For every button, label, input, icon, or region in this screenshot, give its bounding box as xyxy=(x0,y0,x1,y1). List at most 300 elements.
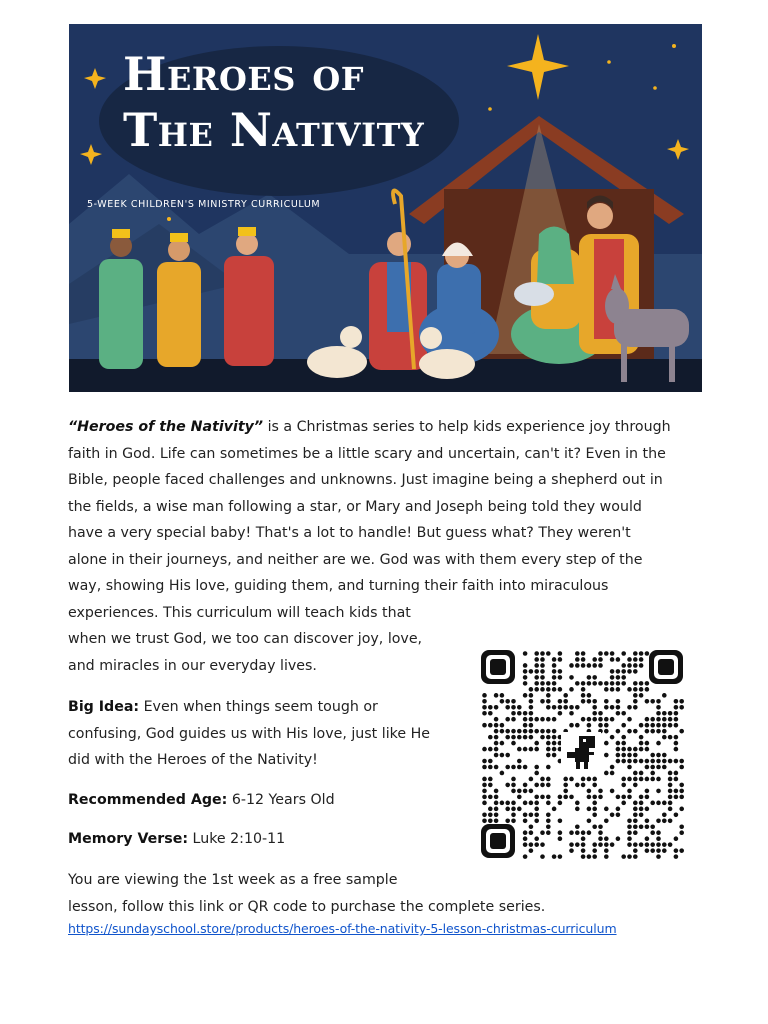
qr-module xyxy=(552,717,557,722)
qr-module xyxy=(610,842,615,847)
qr-module xyxy=(546,687,551,692)
qr-module xyxy=(668,783,673,788)
qr-module xyxy=(668,777,673,782)
sample-line: lesson, follow this link or QR code to purchase the complete series. xyxy=(68,898,546,915)
qr-code[interactable] xyxy=(479,648,685,860)
qr-module xyxy=(639,771,644,776)
qr-module xyxy=(587,777,592,782)
qr-module xyxy=(621,801,626,806)
qr-module xyxy=(616,836,621,841)
qr-module xyxy=(540,830,545,835)
qr-module xyxy=(650,771,655,776)
qr-module xyxy=(604,836,609,841)
qr-module xyxy=(529,735,534,740)
qr-module xyxy=(552,657,557,662)
qr-module xyxy=(581,687,586,692)
qr-module xyxy=(546,747,551,752)
qr-module xyxy=(575,723,580,728)
qr-module xyxy=(598,789,603,794)
qr-module xyxy=(650,824,655,829)
qr-module xyxy=(505,699,510,704)
qr-module xyxy=(656,723,661,728)
qr-module xyxy=(656,759,661,764)
qr-module xyxy=(627,824,632,829)
qr-module xyxy=(674,717,679,722)
qr-module xyxy=(575,663,580,668)
qr-module xyxy=(494,812,499,817)
qr-module xyxy=(633,687,638,692)
qr-module xyxy=(645,699,650,704)
qr-module xyxy=(627,669,632,674)
qr-module xyxy=(587,807,592,812)
qr-module xyxy=(616,795,621,800)
qr-module xyxy=(546,777,551,782)
qr-module xyxy=(552,705,557,710)
qr-module xyxy=(633,651,638,656)
qr-module xyxy=(529,848,534,853)
qr-module xyxy=(558,795,563,800)
qr-module xyxy=(534,675,539,680)
qr-module xyxy=(627,657,632,662)
qr-module xyxy=(674,854,679,859)
qr-module xyxy=(679,807,684,812)
qr-module xyxy=(552,747,557,752)
qr-module xyxy=(604,729,609,734)
qr-module xyxy=(674,836,679,841)
qr-module xyxy=(679,789,684,794)
qr-module xyxy=(616,753,621,758)
qr-module xyxy=(645,836,650,841)
qr-module xyxy=(592,681,597,686)
qr-module xyxy=(552,663,557,668)
qr-module xyxy=(505,735,510,740)
qr-module xyxy=(558,830,563,835)
qr-module xyxy=(645,717,650,722)
qr-module xyxy=(529,687,534,692)
qr-module xyxy=(534,747,539,752)
qr-module xyxy=(534,681,539,686)
qr-module xyxy=(668,771,673,776)
qr-module xyxy=(575,842,580,847)
qr-module xyxy=(552,687,557,692)
qr-module xyxy=(668,807,673,812)
qr-module xyxy=(517,765,522,770)
qr-module xyxy=(616,747,621,752)
qr-module xyxy=(523,723,528,728)
qr-module xyxy=(610,717,615,722)
qr-module xyxy=(534,842,539,847)
qr-module xyxy=(592,699,597,704)
qr-module xyxy=(523,818,528,823)
qr-module xyxy=(482,795,487,800)
big-idea-text: Even when things seem tough or xyxy=(139,699,378,715)
intro-line: is a Christmas series to help kids experience joy through xyxy=(263,419,671,435)
qr-module xyxy=(662,723,667,728)
qr-module xyxy=(529,717,534,722)
qr-module xyxy=(604,705,609,710)
big-idea-label: Big Idea: xyxy=(68,699,140,715)
qr-module xyxy=(674,741,679,746)
qr-module xyxy=(482,789,487,794)
qr-module xyxy=(534,807,539,812)
qr-module xyxy=(558,699,563,704)
qr-module xyxy=(633,783,638,788)
qr-module xyxy=(569,687,574,692)
qr-module xyxy=(558,669,563,674)
qr-module xyxy=(488,705,493,710)
qr-module xyxy=(633,747,638,752)
qr-module xyxy=(668,717,673,722)
qr-module xyxy=(534,818,539,823)
qr-module xyxy=(517,735,522,740)
qr-module xyxy=(540,717,545,722)
qr-module xyxy=(517,795,522,800)
qr-module xyxy=(621,669,626,674)
qr-module xyxy=(598,657,603,662)
qr-module xyxy=(656,711,661,716)
qr-module xyxy=(592,795,597,800)
qr-module xyxy=(650,699,655,704)
qr-module xyxy=(668,795,673,800)
qr-module xyxy=(610,681,615,686)
qr-module xyxy=(581,693,586,698)
qr-module xyxy=(569,777,574,782)
qr-module xyxy=(523,729,528,734)
qr-module xyxy=(575,824,580,829)
intro-line: faith in God. Life can sometimes be a little scary and uncertain, can't it? Even in the xyxy=(68,445,666,462)
big-idea xyxy=(68,694,448,774)
sample-line: You are viewing the 1st week as a free sample xyxy=(68,872,398,888)
qr-module xyxy=(500,693,505,698)
intro-line: Bible, people faced challenges and unknowns. Just imagine being a shepherd out in xyxy=(68,472,663,488)
qr-module xyxy=(482,747,487,752)
qr-module xyxy=(656,801,661,806)
qr-module xyxy=(523,783,528,788)
qr-module xyxy=(604,771,609,776)
qr-module xyxy=(650,723,655,728)
qr-module xyxy=(523,651,528,656)
qr-module xyxy=(633,699,638,704)
qr-module xyxy=(494,818,499,823)
qr-module xyxy=(592,657,597,662)
qr-module xyxy=(540,783,545,788)
qr-module xyxy=(656,765,661,770)
qr-module xyxy=(656,848,661,853)
qr-module xyxy=(645,818,650,823)
qr-module xyxy=(505,729,510,734)
qr-module xyxy=(592,675,597,680)
qr-module xyxy=(540,675,545,680)
intro-line: and miracles in our everyday lives. xyxy=(68,657,317,674)
qr-module xyxy=(656,854,661,859)
qr-module xyxy=(633,830,638,835)
qr-module xyxy=(529,699,534,704)
qr-module xyxy=(552,854,557,859)
qr-module xyxy=(679,699,684,704)
qr-module xyxy=(668,801,673,806)
qr-module xyxy=(587,830,592,835)
qr-module xyxy=(639,801,644,806)
qr-module xyxy=(546,753,551,758)
qr-module xyxy=(505,801,510,806)
qr-module xyxy=(482,777,487,782)
qr-module xyxy=(534,651,539,656)
qr-module xyxy=(494,801,499,806)
qr-module xyxy=(505,765,510,770)
qr-module xyxy=(540,657,545,662)
qr-module xyxy=(529,812,534,817)
qr-module xyxy=(587,699,592,704)
qr-module xyxy=(592,801,597,806)
qr-module xyxy=(639,824,644,829)
qr-module xyxy=(540,854,545,859)
qr-module xyxy=(598,681,603,686)
qr-module xyxy=(575,830,580,835)
qr-module xyxy=(633,801,638,806)
qr-module xyxy=(482,723,487,728)
qr-module xyxy=(500,729,505,734)
qr-module xyxy=(488,783,493,788)
qr-module xyxy=(662,848,667,853)
qr-module xyxy=(604,651,609,656)
qr-module xyxy=(662,818,667,823)
qr-module xyxy=(627,854,632,859)
qr-module xyxy=(523,812,528,817)
qr-module xyxy=(633,777,638,782)
qr-module xyxy=(488,812,493,817)
qr-module xyxy=(587,723,592,728)
qr-module xyxy=(540,669,545,674)
qr-module xyxy=(558,687,563,692)
qr-module xyxy=(569,723,574,728)
qr-module xyxy=(494,723,499,728)
qr-module xyxy=(546,765,551,770)
qr-module xyxy=(633,663,638,668)
qr-module xyxy=(581,848,586,853)
banner-title xyxy=(123,46,493,158)
qr-module xyxy=(610,705,615,710)
qr-module xyxy=(575,705,580,710)
qr-module xyxy=(633,705,638,710)
qr-module xyxy=(645,765,650,770)
recommended-age xyxy=(68,787,335,814)
qr-module xyxy=(511,765,516,770)
qr-module xyxy=(529,777,534,782)
qr-module xyxy=(633,657,638,662)
qr-module xyxy=(610,812,615,817)
qr-module xyxy=(656,789,661,794)
qr-module xyxy=(616,711,621,716)
qr-module xyxy=(674,699,679,704)
qr-module xyxy=(505,753,510,758)
qr-module xyxy=(639,807,644,812)
qr-module xyxy=(621,651,626,656)
qr-module xyxy=(656,842,661,847)
qr-module xyxy=(494,789,499,794)
qr-module xyxy=(511,711,516,716)
qr-module xyxy=(610,669,615,674)
qr-module xyxy=(639,657,644,662)
qr-module xyxy=(558,818,563,823)
qr-module xyxy=(662,735,667,740)
qr-module xyxy=(511,717,516,722)
qr-module xyxy=(482,765,487,770)
qr-module xyxy=(552,669,557,674)
qr-module xyxy=(650,848,655,853)
qr-module xyxy=(592,807,597,812)
qr-module xyxy=(494,741,499,746)
qr-module xyxy=(494,705,499,710)
qr-module xyxy=(616,812,621,817)
qr-finder-bottom-left xyxy=(481,824,515,858)
qr-module xyxy=(662,711,667,716)
qr-module xyxy=(616,675,621,680)
qr-module xyxy=(569,675,574,680)
qr-module xyxy=(674,789,679,794)
qr-module xyxy=(621,795,626,800)
qr-module xyxy=(523,747,528,752)
qr-module xyxy=(656,717,661,722)
qr-module xyxy=(645,729,650,734)
dinosaur-icon xyxy=(561,732,601,772)
qr-module xyxy=(645,777,650,782)
qr-module xyxy=(633,759,638,764)
intro-line: when we trust God, we too can discover joy, love, xyxy=(68,631,423,647)
qr-module xyxy=(627,765,632,770)
qr-module xyxy=(511,818,516,823)
qr-module xyxy=(639,723,644,728)
intro-line: the fields, a wise man following a star, or Mary and Joseph being told they would xyxy=(68,498,642,515)
qr-module xyxy=(581,681,586,686)
qr-module xyxy=(668,842,673,847)
qr-module xyxy=(645,741,650,746)
qr-module xyxy=(662,717,667,722)
qr-module xyxy=(645,807,650,812)
qr-module xyxy=(610,771,615,776)
qr-module xyxy=(627,836,632,841)
qr-module xyxy=(523,789,528,794)
qr-module xyxy=(517,759,522,764)
qr-module xyxy=(656,753,661,758)
qr-module xyxy=(529,693,534,698)
qr-module xyxy=(482,759,487,764)
qr-module xyxy=(616,699,621,704)
qr-module xyxy=(587,717,592,722)
memory-verse xyxy=(68,826,285,853)
qr-module xyxy=(569,795,574,800)
qr-module xyxy=(668,818,673,823)
qr-module xyxy=(494,753,499,758)
qr-module xyxy=(587,681,592,686)
qr-module xyxy=(639,759,644,764)
qr-module xyxy=(592,842,597,847)
qr-module xyxy=(604,807,609,812)
qr-module xyxy=(540,663,545,668)
verse-label: Memory Verse: xyxy=(68,831,189,847)
qr-module xyxy=(679,830,684,835)
qr-module xyxy=(482,705,487,710)
qr-module xyxy=(517,789,522,794)
qr-module xyxy=(546,705,551,710)
qr-module xyxy=(598,836,603,841)
qr-module xyxy=(488,759,493,764)
qr-module xyxy=(604,753,609,758)
qr-module xyxy=(546,717,551,722)
qr-module xyxy=(529,669,534,674)
qr-module xyxy=(575,681,580,686)
qr-module xyxy=(621,723,626,728)
qr-module xyxy=(633,812,638,817)
qr-module xyxy=(598,717,603,722)
qr-module xyxy=(546,830,551,835)
qr-module xyxy=(529,830,534,835)
qr-module xyxy=(540,777,545,782)
qr-module xyxy=(592,812,597,817)
qr-module xyxy=(517,729,522,734)
qr-module xyxy=(662,812,667,817)
purchase-link[interactable]: https://sundayschool.store/products/heroes-of-the-nativity-5-lesson-christmas-curriculum xyxy=(68,921,617,936)
qr-module xyxy=(627,717,632,722)
qr-module xyxy=(633,842,638,847)
qr-module xyxy=(529,747,534,752)
qr-module xyxy=(511,801,516,806)
qr-module xyxy=(534,687,539,692)
age-label: Recommended Age: xyxy=(68,792,228,808)
qr-module xyxy=(656,818,661,823)
qr-module xyxy=(639,747,644,752)
qr-module xyxy=(534,663,539,668)
qr-module xyxy=(616,669,621,674)
qr-module xyxy=(494,729,499,734)
qr-module xyxy=(500,753,505,758)
qr-module xyxy=(662,729,667,734)
qr-module xyxy=(563,777,568,782)
qr-module xyxy=(494,807,499,812)
qr-module xyxy=(546,681,551,686)
qr-module xyxy=(511,807,516,812)
qr-module xyxy=(668,723,673,728)
qr-module xyxy=(592,824,597,829)
qr-module xyxy=(639,735,644,740)
banner-title-line: Heroes of xyxy=(123,47,364,101)
qr-module xyxy=(546,699,551,704)
qr-module xyxy=(674,759,679,764)
qr-module xyxy=(569,842,574,847)
qr-module xyxy=(575,783,580,788)
qr-module xyxy=(679,824,684,829)
qr-module xyxy=(627,818,632,823)
qr-module xyxy=(569,848,574,853)
qr-module xyxy=(552,807,557,812)
big-idea-text: did with the Heroes of the Nativity! xyxy=(68,752,318,768)
banner-subtitle: 5-WEEK CHILDREN'S MINISTRY CURRICULUM xyxy=(87,199,321,210)
qr-module xyxy=(679,765,684,770)
qr-module xyxy=(581,854,586,859)
qr-module xyxy=(656,699,661,704)
qr-module xyxy=(639,741,644,746)
qr-module xyxy=(639,777,644,782)
qr-module xyxy=(674,705,679,710)
qr-module xyxy=(650,717,655,722)
qr-module xyxy=(523,735,528,740)
qr-module xyxy=(627,729,632,734)
qr-module xyxy=(581,830,586,835)
qr-module xyxy=(575,651,580,656)
qr-module xyxy=(517,705,522,710)
qr-module xyxy=(616,657,621,662)
intro-line: experiences. This curriculum will teach kids that xyxy=(68,604,411,621)
qr-module xyxy=(674,848,679,853)
